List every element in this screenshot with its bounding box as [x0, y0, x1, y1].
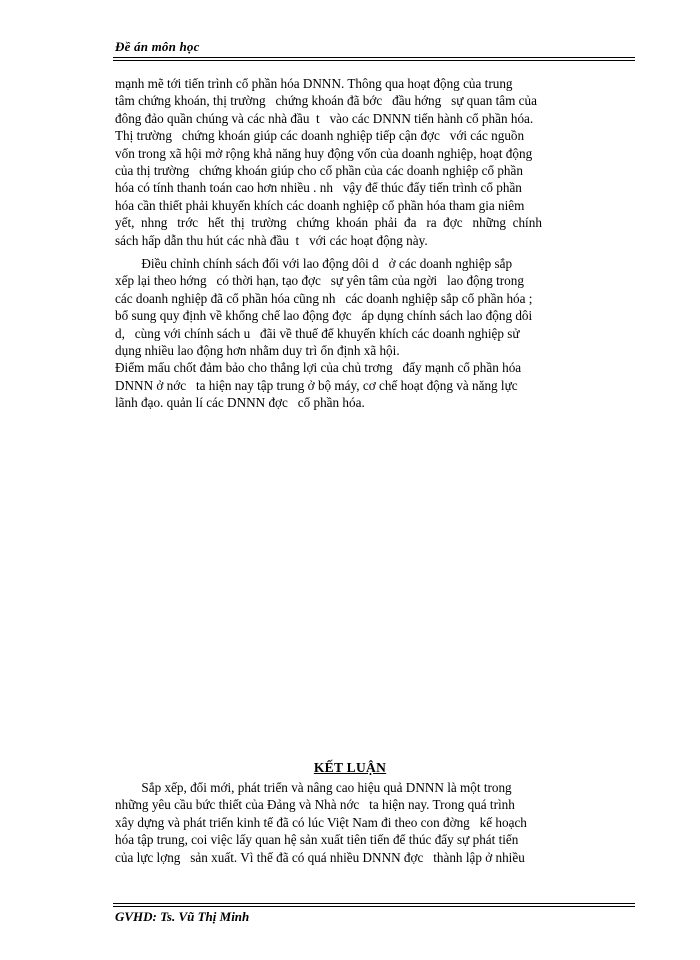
- text-line: Sắp xếp, đổi mới, phát triển và nâng cao hiệu quả DNNN là một trong: [115, 780, 512, 795]
- text-line: yết, nhng trớc hết thị trường chứng khoán phải đa ra đợc những chính: [115, 215, 542, 231]
- text-line: xếp lại theo hớng có thời hạn, tạo đợc sự yên tâm của ngời lao động trong: [115, 273, 524, 289]
- body-paragraph-2: [115, 255, 637, 412]
- header-rule-thin: [113, 60, 635, 61]
- body-paragraph-1: [115, 75, 637, 249]
- text-line: vốn trong xã hội mở rộng khả năng huy động vốn của doanh nghiệp, hoạt động: [115, 145, 533, 161]
- text-line: d, cùng với chính sách u đãi về thuế để khuyến khích các doanh nghiệp sử: [115, 325, 520, 341]
- header-rule: [113, 57, 635, 58]
- text-line: bổ sung quy định về khống chế lao động đợc áp dụng chính sách lao động dôi: [115, 308, 533, 324]
- text-line: lãnh đạo. quản lí các DNNN đợc cổ phần hóa.: [115, 395, 365, 411]
- text-line: tâm chứng khoán, thị trường chứng khoán đã bớc đầu hớng sự quan tâm của: [115, 93, 537, 109]
- text-line: hóa cần thiết phải khuyến khích các doanh nghiệp cổ phần hóa tham gia niêm: [115, 197, 525, 213]
- footer-rule-thin: [113, 906, 635, 907]
- footer-rule: [113, 903, 635, 904]
- text-line: dụng nhiều lao động hơn nhằm duy trì ổn định xã hội.: [115, 342, 400, 358]
- conclusion-paragraph: [115, 779, 637, 866]
- text-line: của lực lợng sản xuất. Vì thế đã có quá nhiều DNNN đợc thành lập ở nhiều: [115, 849, 525, 865]
- text-line: mạnh mẽ tới tiến trình cổ phần hóa DNNN. Thông qua hoạt động của trung: [115, 76, 513, 91]
- text-line: Thị trường chứng khoán giúp các doanh nghiệp tiếp cận đợc với các nguồn: [115, 128, 525, 144]
- text-line: DNNN ở nớc ta hiện nay tập trung ở bộ máy, cơ chế hoạt động và năng lực: [115, 377, 518, 393]
- footer-text: GVHD: Ts. Vũ Thị Minh: [115, 909, 250, 924]
- header-title: Đề án môn học: [115, 39, 200, 54]
- text-line: xây dựng và phát triển kinh tế đã có lúc Việt Nam đi theo con đờng kế hoạch: [115, 814, 527, 830]
- text-line: hóa có tính thanh toán cao hơn nhiều . nh vậy để thúc đẩy tiến trình cổ phần: [115, 180, 522, 196]
- text-line: của thị trường chứng khoán giúp cho cổ phần của các doanh nghiệp cổ phần: [115, 162, 523, 178]
- text-line: hóa tập trung, coi việc lấy quan hệ sản xuất tiên tiến để thúc đẩy sự phát tiển: [115, 832, 519, 848]
- text-line: Điều chỉnh chính sách đối với lao động dôi d ở các doanh nghiệp sắp: [115, 256, 513, 271]
- text-line: những yêu cầu bức thiết của Đảng và Nhà nớc ta hiện nay. Trong quá trình: [115, 797, 515, 813]
- text-line: sách hấp dẫn thu hút các nhà đầu t với các hoạt động này.: [115, 232, 428, 248]
- text-line: đông đảo quần chúng và các nhà đầu t vào các DNNN tiến hành cổ phần hóa.: [115, 110, 534, 126]
- text-line: các doanh nghiệp đã cổ phần hóa cũng nh các doanh nghiệp sắp cổ phần hóa ;: [115, 290, 533, 306]
- conclusion-heading: KẾT LUẬN: [313, 760, 387, 775]
- text-line: Điểm mấu chốt đảm bảo cho thắng lợi của chủ trơng đẩy mạnh cổ phần hóa: [115, 360, 522, 376]
